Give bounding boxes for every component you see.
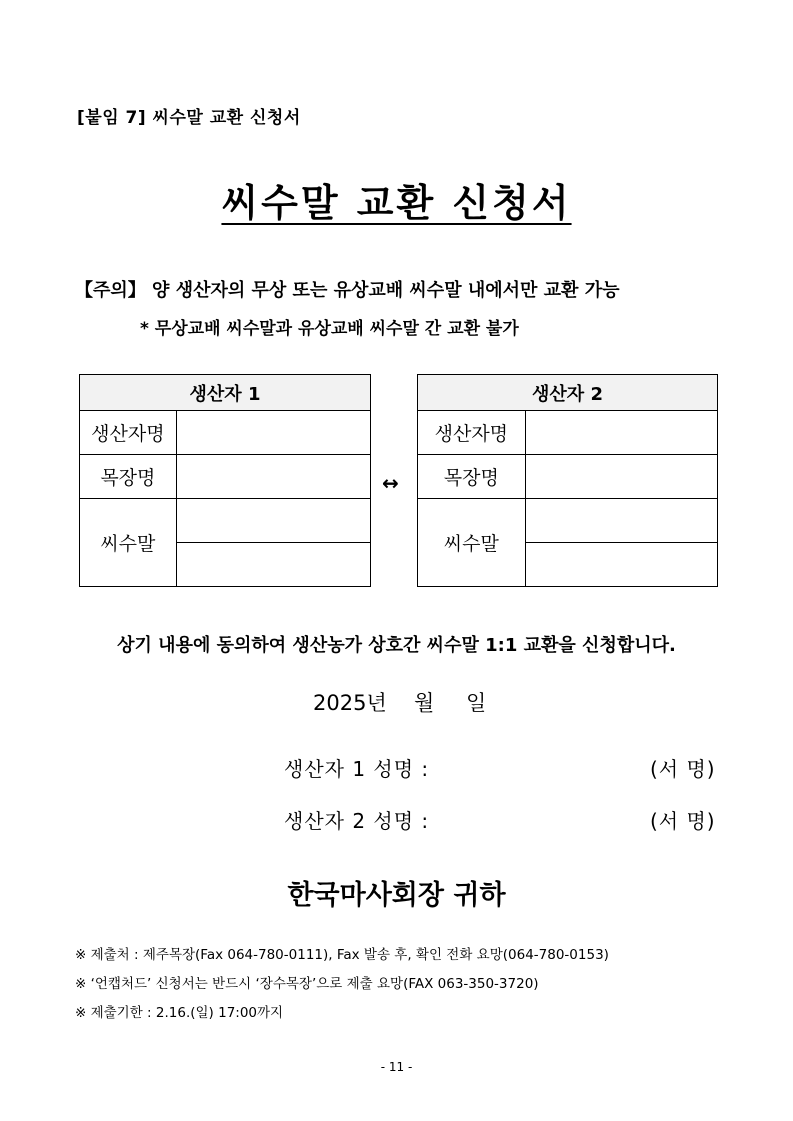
signature-1-sign: (서 명) (650, 757, 716, 781)
producer-2-header: 생산자 2 (418, 375, 718, 411)
producer-2-farm-label: 목장명 (418, 455, 526, 499)
note-uncaptured: ※ ‘언캡처드’ 신청서는 반드시 ‘장수목장’으로 제출 요망(FAX 063-350-3720) (75, 976, 539, 992)
date-year: 2025년 (313, 691, 387, 715)
page-number: - 11 - (380, 1060, 413, 1074)
note-submission-place: ※ 제출처 : 제주목장(Fax 064-780-0111), Fax 발송 후, 확인 전화 요망(064-780-0153) (75, 947, 609, 963)
producer-2-stallion-field-1[interactable] (525, 499, 717, 543)
notice-line-1: 【주의】 양 생산자의 무상 또는 유상교배 씨수말 내에서만 교환 가능 (75, 280, 620, 301)
exchange-arrow-icon: ↔ (382, 471, 399, 495)
note-deadline: ※ 제출기한 : 2.16.(일) 17:00까지 (75, 1005, 284, 1021)
signature-2-sign: (서 명) (650, 809, 716, 833)
producer-2-farm-field[interactable] (525, 455, 717, 499)
producer-1-stallion-label: 씨수말 (80, 499, 177, 587)
producer-1-stallion-field-1[interactable] (176, 499, 370, 543)
signature-2-label: 생산자 2 성명 : (284, 809, 430, 833)
date-day: 일 (466, 691, 487, 715)
producer-1-farm-label: 목장명 (80, 455, 177, 499)
recipient: 한국마사회장 귀하 (287, 880, 506, 911)
producer-1-name-label: 생산자명 (80, 411, 177, 455)
producer-2-stallion-label: 씨수말 (418, 499, 526, 587)
producer-2-name-field[interactable] (525, 411, 717, 455)
producer-1-farm-field[interactable] (176, 455, 370, 499)
document-title-text: 씨수말 교환 신청서 (221, 181, 572, 225)
producer-2-name-label: 생산자명 (418, 411, 526, 455)
date-month: 월 (414, 691, 435, 715)
agreement-text: 상기 내용에 동의하여 생산농가 상호간 씨수말 1:1 교환을 신청합니다. (117, 635, 676, 656)
producer-1-header: 생산자 1 (80, 375, 371, 411)
producer-2-stallion-field-2[interactable] (525, 543, 717, 587)
signature-1-label: 생산자 1 성명 : (284, 757, 430, 781)
notice-line-2: * 무상교배 씨수말과 유상교배 씨수말 간 교환 불가 (140, 319, 519, 339)
producer-1-stallion-field-2[interactable] (176, 543, 370, 587)
document-title (0, 172, 793, 227)
producer-1-table (79, 374, 371, 587)
producer-2-table (417, 374, 718, 587)
attachment-label: [붙임 7] 씨수말 교환 신청서 (77, 108, 301, 128)
producer-1-name-field[interactable] (176, 411, 370, 455)
